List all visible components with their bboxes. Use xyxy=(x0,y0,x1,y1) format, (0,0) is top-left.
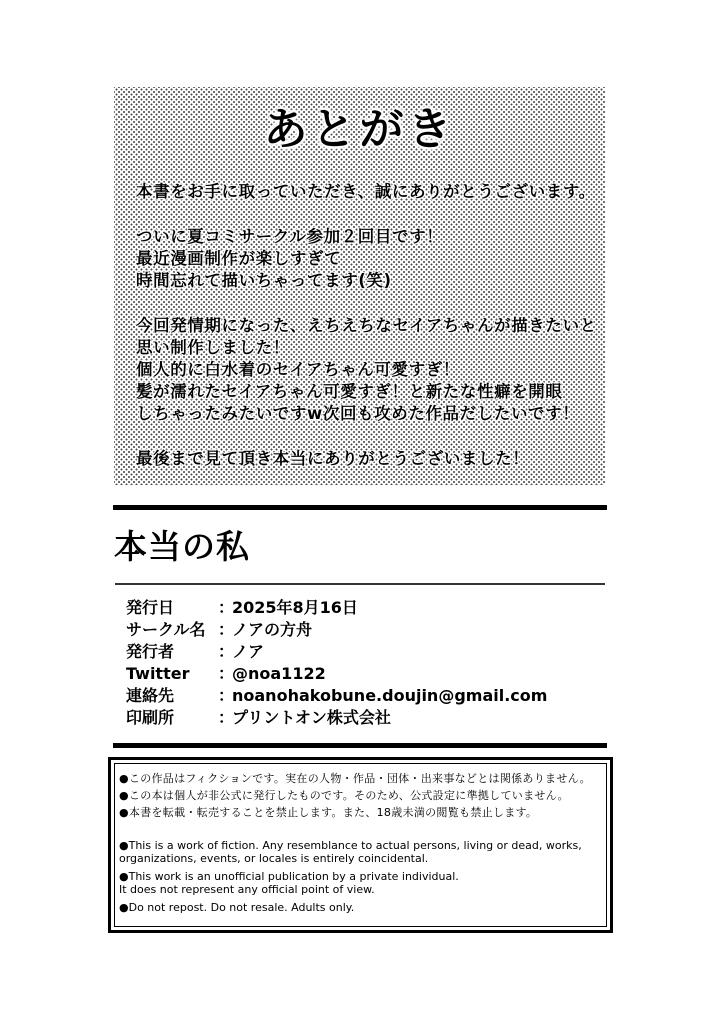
colophon-value: ノア xyxy=(232,642,265,661)
notice-line: ●This work is an unofficial publication by a private individual. xyxy=(119,870,459,883)
colophon-separator: ： xyxy=(218,664,235,683)
afterword-line: しちゃったみたいですw次回も攻めた作品だしたいです！ xyxy=(136,404,580,423)
colophon-label: 発行日 xyxy=(126,598,175,617)
colophon-separator: ： xyxy=(218,642,235,661)
notice-japanese xyxy=(119,770,599,821)
colophon-row-contact xyxy=(126,685,547,707)
notice-line: It does not represent any official point of view. xyxy=(119,883,375,896)
book-title: 本当の私 xyxy=(114,527,250,566)
afterword-line: 時間忘れて描いちゃってます(笑) xyxy=(136,271,392,290)
afterword-paragraph-content xyxy=(136,315,606,425)
colophon-separator: ： xyxy=(218,620,235,639)
afterword-line: 髪が濡れたセイアちゃん可愛すぎ！と新たな性癖を開眼 xyxy=(136,382,563,401)
colophon xyxy=(126,597,547,729)
twitter-handle: @noa1122 xyxy=(232,664,326,683)
notice-line: organizations, events, or locales is entirely coincidental. xyxy=(119,852,429,865)
colophon-row-date xyxy=(126,597,547,619)
colophon-label: 印刷所 xyxy=(126,708,175,727)
colophon-separator: ： xyxy=(218,686,235,705)
notice-content xyxy=(119,770,599,919)
colophon-label: 連絡先 xyxy=(126,686,175,705)
afterword-line: 個人的に白水着のセイアちゃん可愛すぎ！ xyxy=(136,360,460,379)
divider-thick-top xyxy=(113,505,607,510)
divider-thin xyxy=(115,583,605,585)
notice-line-prohibited-jp: ●本書を転載・転売することを禁止します。また、18歳未満の閲覧も禁止します。 xyxy=(119,806,538,819)
notice-item-fiction-en xyxy=(119,839,599,865)
afterword-line: 本書をお手に取っていただき、誠にありがとうございます。 xyxy=(136,182,596,201)
colophon-separator: ： xyxy=(218,598,235,617)
afterword-line: 最後まで見て頂き本当にありがとうございました！ xyxy=(136,449,530,468)
divider-thick-bottom xyxy=(113,743,607,748)
notice-line-unofficial-jp: ●この本は個人が非公式に発行したものです。そのため、公式設定に準拠していません。 xyxy=(119,789,569,802)
colophon-value: プリントオン株式会社 xyxy=(232,708,391,727)
afterword-paragraph-closing xyxy=(136,448,606,470)
afterword-heading: あとがき xyxy=(263,104,456,155)
notice-line-fiction-jp: ●この作品はフィクションです。実在の人物・作品・団体・出来事などとは関係ありません。 xyxy=(119,772,591,785)
afterword-panel xyxy=(114,87,605,485)
colophon-label: 発行者 xyxy=(126,642,175,661)
afterword-paragraph-comiket xyxy=(136,226,606,292)
colophon-value: 2025年8月16日 xyxy=(232,598,358,617)
afterword-line: 最近漫画制作が楽しすぎて xyxy=(136,249,342,268)
afterword-body xyxy=(136,181,606,470)
colophon-separator: ： xyxy=(218,708,235,727)
colophon-label: Twitter xyxy=(126,664,190,683)
notice-line: ●Do not repost. Do not resale. Adults only. xyxy=(119,901,355,914)
colophon-row-printer xyxy=(126,707,547,729)
afterword-paragraph-thanks xyxy=(136,181,606,203)
notice-box xyxy=(108,757,613,933)
notice-item-unofficial-en xyxy=(119,870,599,896)
colophon-row-publisher xyxy=(126,641,547,663)
afterword-line: 今回発情期になった、えちえちなセイアちゃんが描きたいと xyxy=(136,316,597,335)
colophon-row-twitter xyxy=(126,663,547,685)
notice-item-prohibited-en xyxy=(119,901,599,914)
afterword-line: ついに夏コミサークル参加２回目です！ xyxy=(136,227,444,246)
contact-email: noanohakobune.doujin@gmail.com xyxy=(232,686,548,705)
colophon-label: サークル名 xyxy=(126,620,206,639)
notice-english xyxy=(119,839,599,914)
colophon-value: ノアの方舟 xyxy=(232,620,313,639)
colophon-row-circle xyxy=(126,619,547,641)
afterword-line: 思い制作しました！ xyxy=(136,338,290,357)
notice-line: ●This is a work of fiction. Any resemblance to actual persons, living or dead, works, xyxy=(119,839,582,852)
